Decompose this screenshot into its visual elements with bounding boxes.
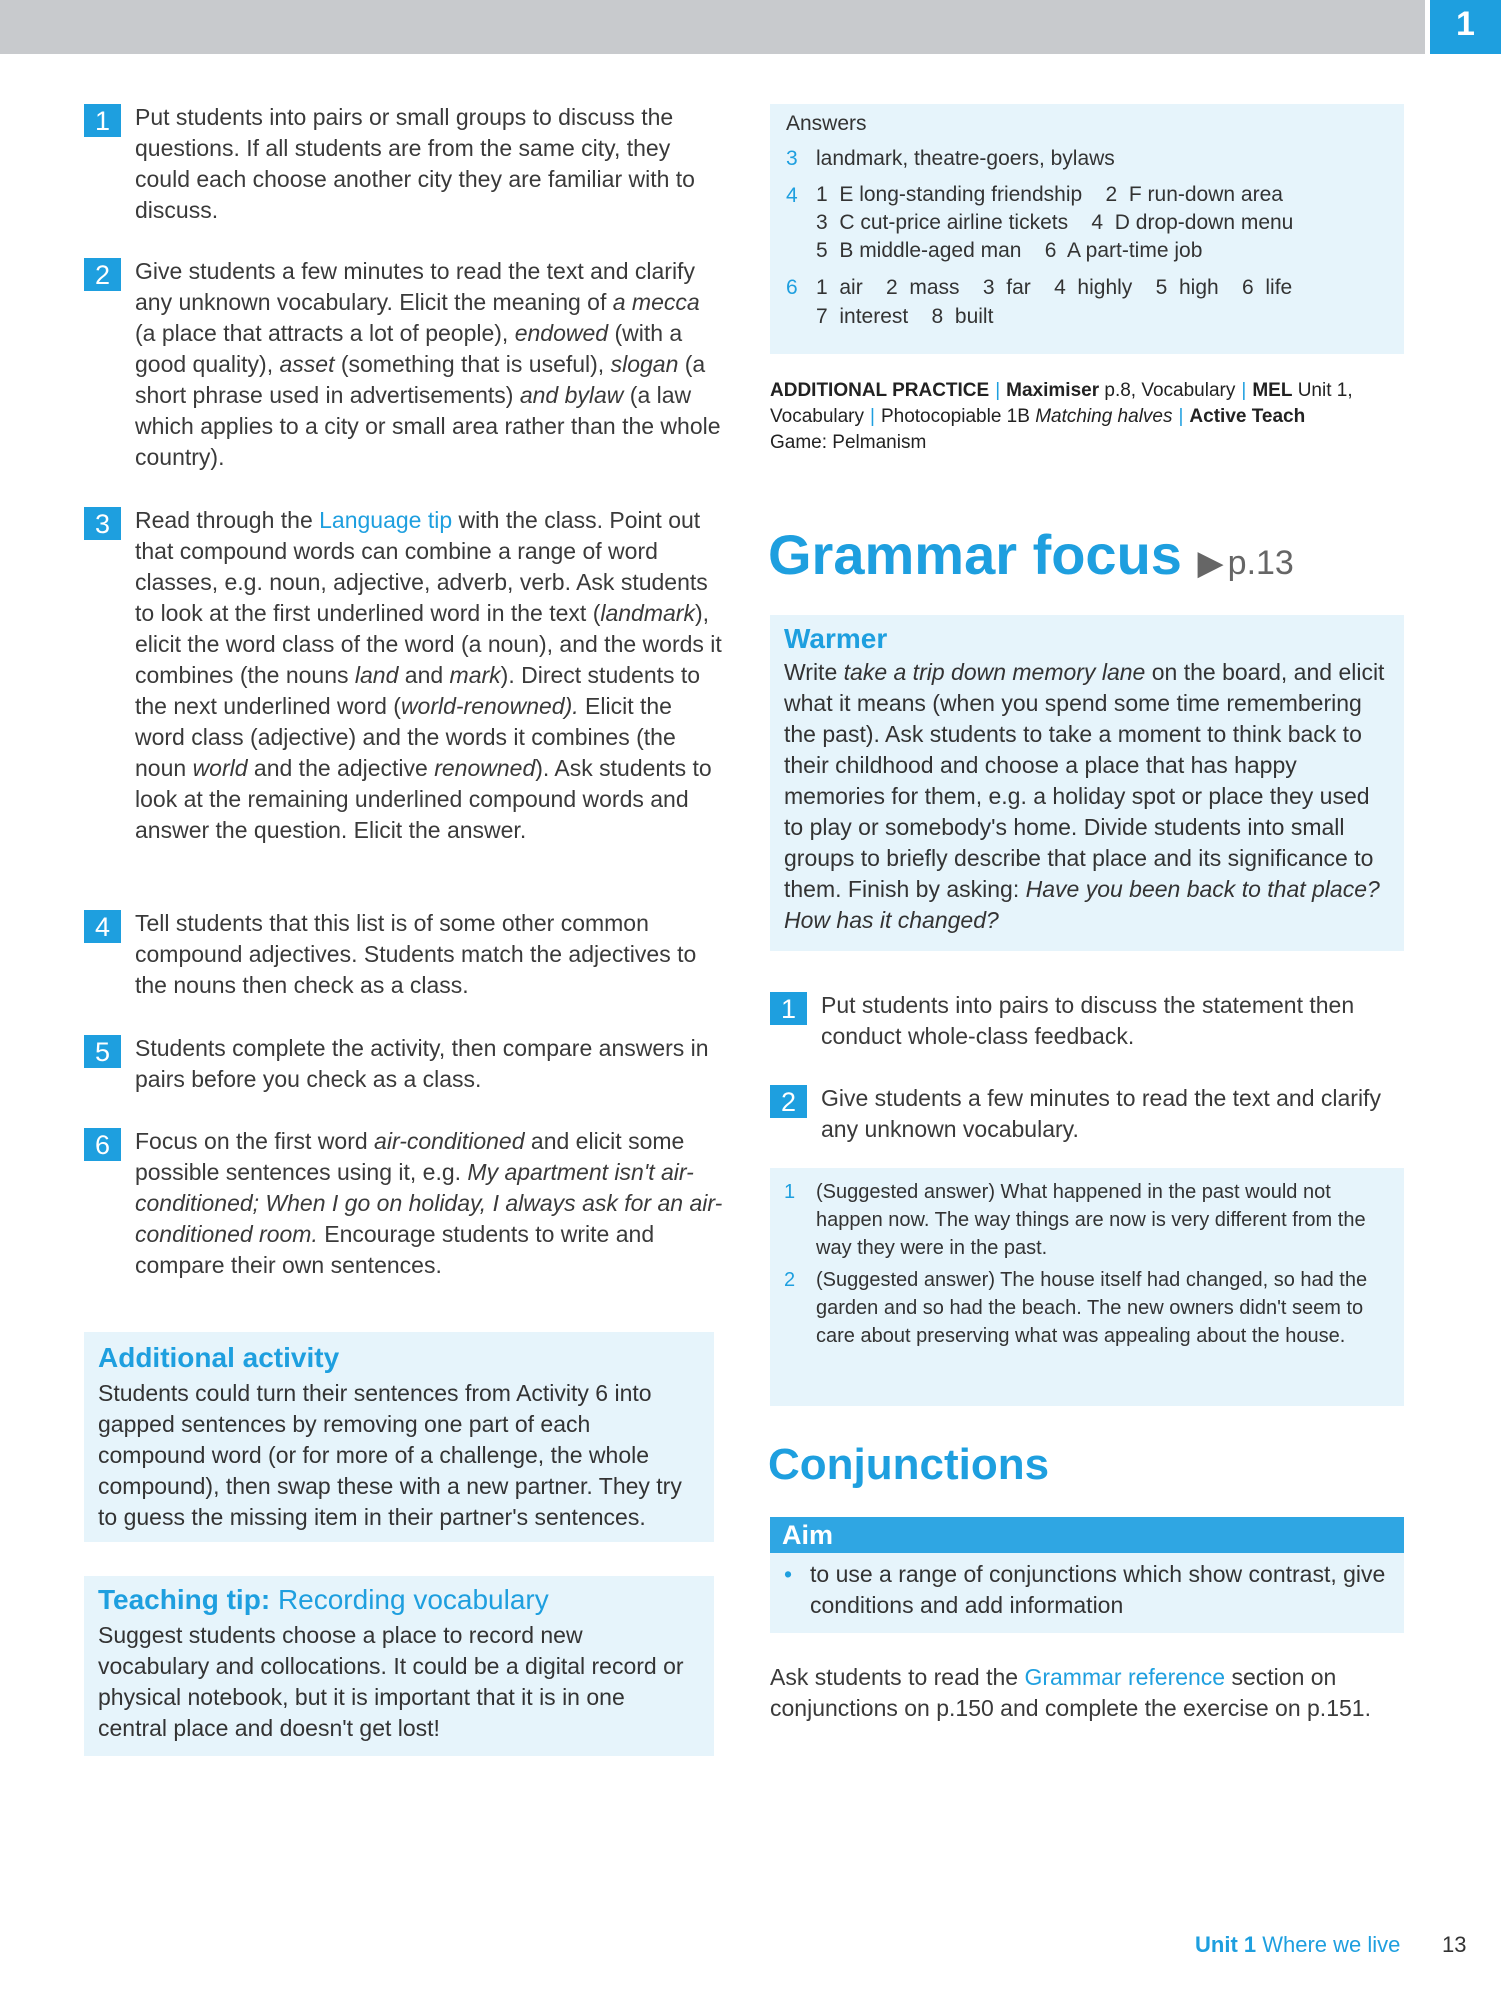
step-number: 2: [84, 258, 121, 291]
additional-practice: ADDITIONAL PRACTICE | Maximiser p.8, Vocabulary | MEL Unit 1, Vocabulary | Photocopiable 1B Matching halves | Active Teach Game: Pelmanism: [770, 380, 1353, 453]
answers-box: [770, 104, 1404, 354]
additional-activity-body: Students could turn their sentences from Activity 6 into gapped sentences by removing one part of each compound word (or for more of a challenge, the whole compound), then swap these with a new partner. They try to guess the missing item in their partner's sentences.: [98, 1380, 682, 1530]
step-text: Put students into pairs or small groups to discuss the questions. If all students are from the same city, they could each choose another city they are familiar with to discuss.: [135, 104, 695, 223]
answer-item: 2 (Suggested answer) The house itself had changed, so had the garden and so had the beach. The new owners didn't seem to care about preserving what was appealing about the house.: [784, 1269, 1368, 1347]
step-number: 2: [770, 1085, 807, 1118]
additional-activity-box: [84, 1332, 714, 1542]
answers-heading: Answers: [786, 112, 867, 135]
step-number: 4: [84, 910, 121, 943]
answer-row: 6 1 air 2 mass 3 far 4 highly 5 high 6 life 7 interest 8 built: [786, 276, 1293, 328]
step-number: 6: [84, 1128, 121, 1161]
step-1: [84, 102, 724, 226]
step-text: Read through the Language tip with the class. Point out that compound words can combine a range of word classes, e.g. noun, adjective, adverb, verb. Ask students to look at the first underlined word in the text (landmark), elicit the word class of the word (a noun), and the words it combines (the nouns land and mark). Direct students to the next underlined word (world-renowned). Elicit the word class (adjective) and the words it combines (the noun world and the adjective renowned). Ask students to look at the remaining underlined compound words and answer the question. Elicit the answer.: [135, 507, 722, 843]
step-4: [84, 908, 724, 1001]
teaching-tip-title: Teaching tip: Recording vocabulary: [98, 1584, 549, 1615]
step-number: 3: [84, 507, 121, 540]
step-number: 1: [84, 104, 121, 137]
footer-unit: Unit 1 Where we live: [1195, 1932, 1401, 1957]
step-3: [84, 505, 724, 846]
answer-row: 3 landmark, theatre-goers, bylaws: [786, 147, 1115, 170]
step-text: Students complete the activity, then compare answers in pairs before you check as a class.: [135, 1035, 709, 1092]
step-2: [84, 256, 724, 473]
warmer-box: [770, 615, 1404, 951]
aim-box: [770, 1553, 1404, 1633]
warmer-title: Warmer: [784, 623, 888, 654]
grammar-focus-title: Grammar focus ▶ p.13: [768, 523, 1294, 586]
gf-step-2: [770, 1083, 1410, 1145]
additional-activity-title: Additional activity: [98, 1342, 340, 1373]
step-text: Tell students that this list is of some other common compound adjectives. Students match the adjectives to the nouns then check as a class.: [135, 910, 697, 998]
aim-bar: Aim: [770, 1517, 1404, 1553]
step-number: 1: [770, 992, 807, 1025]
bullet-icon: •: [784, 1561, 793, 1587]
answer-row: 4 1 E long-standing friendship 2 F run-down area 3 C cut-price airline tickets 4 D drop-down menu 5 B middle-aged man 6 A part-time job: [786, 183, 1294, 262]
play-arrow-icon: ▶: [1197, 544, 1224, 582]
teaching-tip-box: [84, 1576, 714, 1756]
unit-tab: 1: [1430, 0, 1501, 54]
teaching-tip-body: Suggest students choose a place to record new vocabulary and collocations. It could be a digital record or physical notebook, but it is important that it is in one central place and doesn't get lost!: [98, 1622, 684, 1741]
answer-item: 1 (Suggested answer) What happened in the past would not happen now. The way things are now is very different from the way they were in the past.: [784, 1181, 1366, 1259]
top-banner: [0, 0, 1425, 54]
conjunctions-paragraph: Ask students to read the Grammar reference section on conjunctions on p.150 and complete the exercise on p.151.: [770, 1664, 1371, 1721]
page-number: 13: [1442, 1932, 1467, 1957]
step-5: [84, 1033, 724, 1095]
step-6: [84, 1126, 724, 1281]
grammar-reference-link[interactable]: Grammar reference: [1024, 1664, 1226, 1690]
step-text: Give students a few minutes to read the text and clarify any unknown vocabulary. Elicit the meaning of a mecca (a place that attracts a lot of people), endowed (with a good quality), asset (something that is useful), slogan (a short phrase used in advertisements) and bylaw (a law which applies to a city or small area rather than the whole country).: [135, 258, 721, 470]
gf-step-1: [770, 990, 1410, 1052]
warmer-body: Write take a trip down memory lane on the board, and elicit what it means (when you spend some time remembering the past). Ask students to take a moment to think back to their childhood and choose a place that has happy memories for them, e.g. a holiday spot or place they used to play or somebody's home. Divide students into small groups to briefly describe that place and its significance to them. Finish by asking: Have you been back to that place? How has it changed?: [784, 659, 1385, 933]
step-text: Put students into pairs to discuss the statement then conduct whole-class feedback.: [821, 992, 1355, 1049]
aim-item: • to use a range of conjunctions which show contrast, give conditions and add information: [784, 1559, 1390, 1621]
step-text: Give students a few minutes to read the text and clarify any unknown vocabulary.: [821, 1085, 1381, 1142]
conjunctions-title: Conjunctions: [768, 1440, 1050, 1489]
gf-answers-box: [770, 1168, 1404, 1406]
language-tip-link[interactable]: Language tip: [319, 507, 453, 533]
step-text: Focus on the first word air-conditioned and elicit some possible sentences using it, e.g. My apartment isn't air-conditioned; When I go on holiday, I always ask for an air-conditioned room. Encourage students to write and compare their own sentences.: [135, 1128, 723, 1278]
step-number: 5: [84, 1035, 121, 1068]
